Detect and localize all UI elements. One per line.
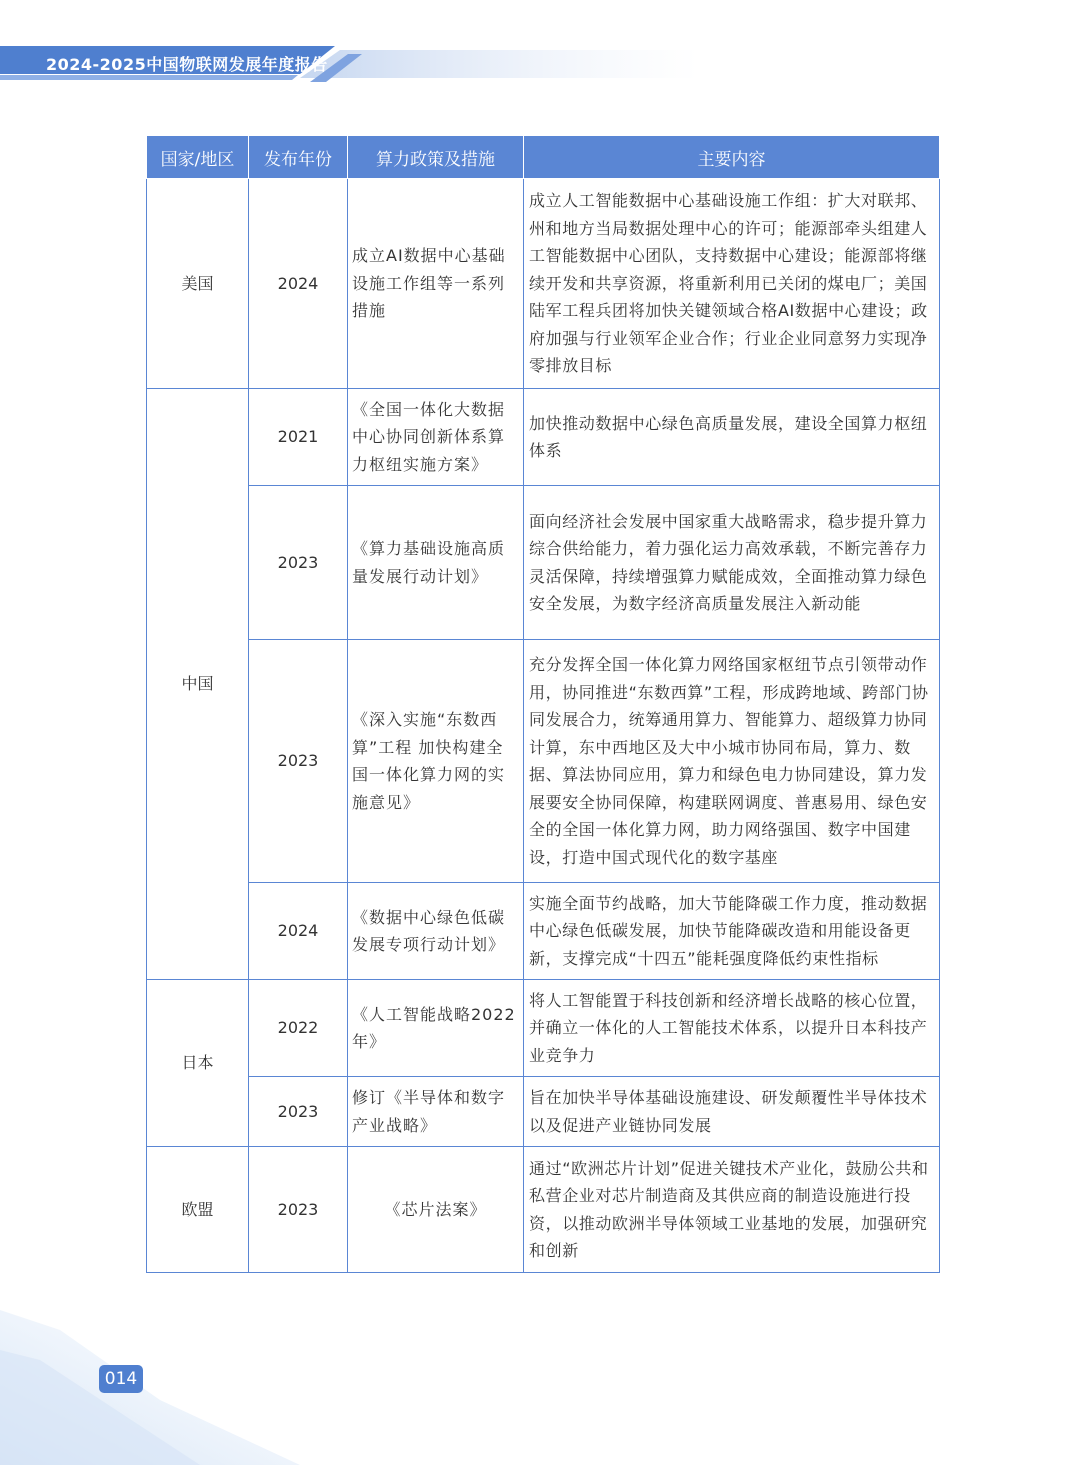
table-row [147, 179, 940, 389]
year-cell: 2024 [249, 883, 348, 980]
content-cell: 通过“欧洲芯片计划”促进关键技术产业化，鼓励公共和私营企业对芯片制造商及其供应商的制造设施进行投资，以推动欧洲半导体领域工业基地的发展，加强研究和创新 [524, 1147, 940, 1273]
policy-cell: 《算力基础设施高质量发展行动计划》 [348, 486, 524, 640]
policy-table-container [146, 135, 939, 1273]
page-number-badge: 014 [99, 1365, 143, 1393]
table-header-row [147, 136, 940, 179]
content-cell: 加快推动数据中心绿色高质量发展，建设全国算力枢纽体系 [524, 389, 940, 486]
year-cell: 2023 [249, 1077, 348, 1147]
content-cell: 旨在加快半导体基础设施建设、研发颠覆性半导体技术以及促进产业链协同发展 [524, 1077, 940, 1147]
year-cell: 2024 [249, 179, 348, 389]
content-cell: 充分发挥全国一体化算力网络国家枢纽节点引领带动作用，协同推进“东数西算”工程，形成跨地域、跨部门协同发展合力，统筹通用算力、智能算力、超级算力协同计算，东中西地区及大中小城市协同布局，算力、数据、算法协同应用，算力和绿色电力协同建设，算力发展要安全协同保障，构建联网调度、普惠易用、绿色安全的全国一体化算力网，助力网络强国、数字中国建设，打造中国式现代化的数字基座 [524, 640, 940, 883]
policy-table [146, 135, 940, 1273]
table-row [147, 883, 940, 980]
page-header-band [0, 44, 1080, 90]
table-row [147, 980, 940, 1077]
bottom-decoration [0, 1290, 420, 1465]
policy-cell: 《芯片法案》 [348, 1147, 524, 1273]
region-cell: 日本 [147, 980, 249, 1147]
year-cell: 2022 [249, 980, 348, 1077]
policy-cell: 修订《半导体和数字产业战略》 [348, 1077, 524, 1147]
table-row [147, 640, 940, 883]
table-row [147, 1077, 940, 1147]
year-cell: 2023 [249, 640, 348, 883]
column-header-region: 国家/地区 [147, 136, 249, 179]
table-row [147, 389, 940, 486]
table-row [147, 1147, 940, 1273]
policy-cell: 《人工智能战略2022年》 [348, 980, 524, 1077]
policy-cell: 《数据中心绿色低碳发展专项行动计划》 [348, 883, 524, 980]
region-cell: 欧盟 [147, 1147, 249, 1273]
table-row [147, 486, 940, 640]
column-header-content: 主要内容 [524, 136, 940, 179]
region-cell: 美国 [147, 179, 249, 389]
content-cell: 实施全面节约战略，加大节能降碳工作力度，推动数据中心绿色低碳发展，加快节能降碳改造和用能设备更新，支撑完成“十四五”能耗强度降低约束性指标 [524, 883, 940, 980]
report-title: 2024-2025中国物联网发展年度报告 [46, 55, 328, 74]
year-cell: 2021 [249, 389, 348, 486]
policy-cell: 《全国一体化大数据中心协同创新体系算力枢纽实施方案》 [348, 389, 524, 486]
content-cell: 成立人工智能数据中心基础设施工作组：扩大对联邦、州和地方当局数据处理中心的许可；能源部牵头组建人工智能数据中心团队，支持数据中心建设；能源部将继续开发和共享资源，将重新利用已关闭的煤电厂；美国陆军工程兵团将加快关键领域合格AI数据中心建设；政府加强与行业领军企业合作；行业企业同意努力实现净零排放目标 [524, 179, 940, 389]
region-cell: 中国 [147, 389, 249, 980]
column-header-year: 发布年份 [249, 136, 348, 179]
policy-cell: 《深入实施“东数西算”工程 加快构建全国一体化算力网的实施意见》 [348, 640, 524, 883]
column-header-policy: 算力政策及措施 [348, 136, 524, 179]
content-cell: 将人工智能置于科技创新和经济增长战略的核心位置，并确立一体化的人工智能技术体系，以提升日本科技产业竞争力 [524, 980, 940, 1077]
policy-cell: 成立AI数据中心基础设施工作组等一系列措施 [348, 179, 524, 389]
year-cell: 2023 [249, 1147, 348, 1273]
year-cell: 2023 [249, 486, 348, 640]
content-cell: 面向经济社会发展中国家重大战略需求，稳步提升算力综合供给能力，着力强化运力高效承载，不断完善存力灵活保障，持续增强算力赋能成效，全面推动算力绿色安全发展，为数字经济高质量发展注入新动能 [524, 486, 940, 640]
